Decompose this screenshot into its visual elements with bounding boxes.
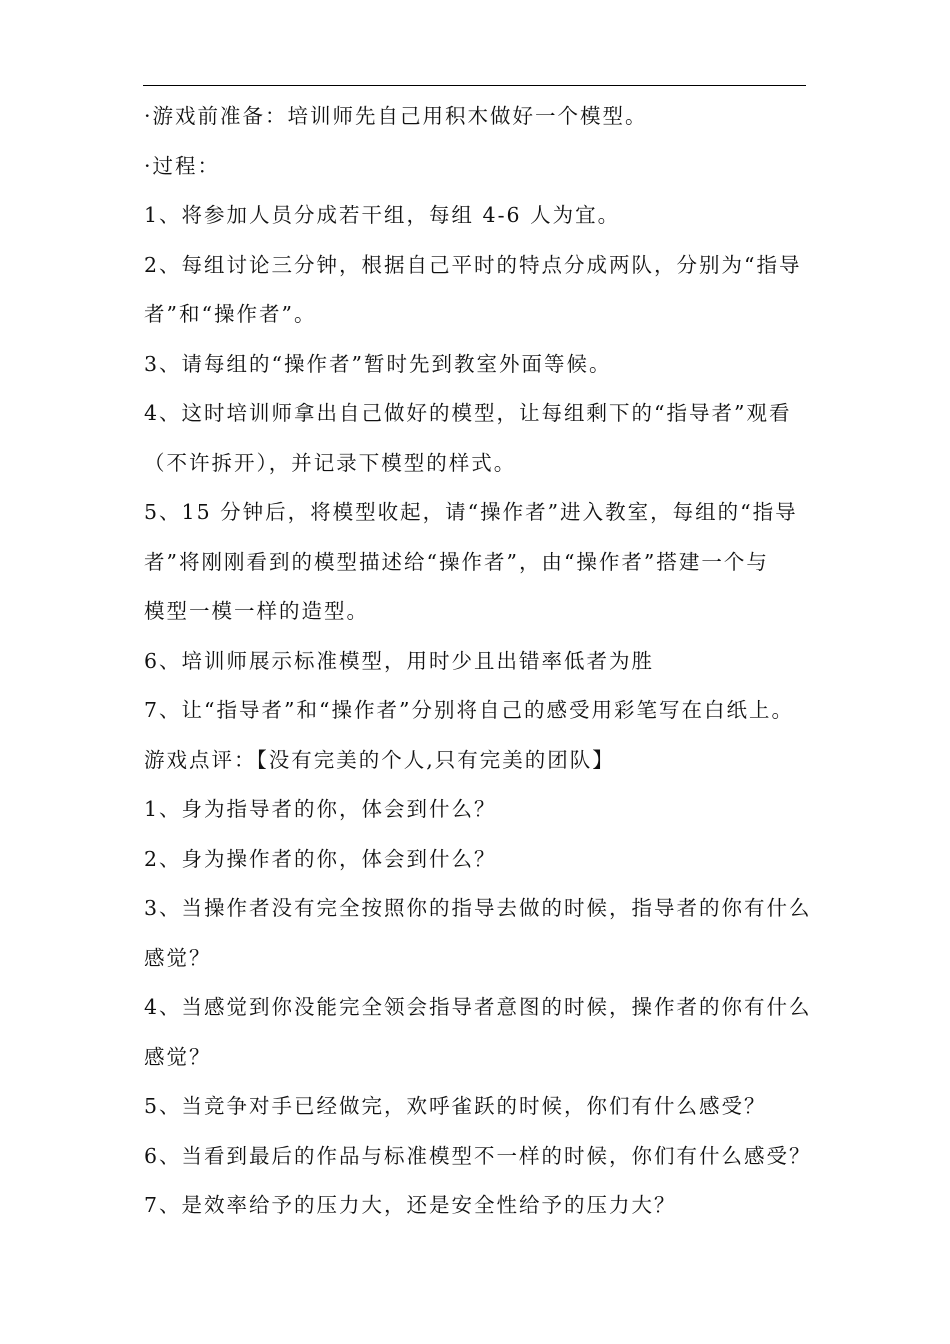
- text-line: 2、身为操作者的你，体会到什么？: [144, 846, 497, 871]
- text-line: 7、是效率给予的压力大，还是安全性给予的压力大？: [144, 1193, 677, 1217]
- text-line: 6、当看到最后的作品与标准模型不一样的时候，你们有什么感受？: [144, 1143, 812, 1168]
- text-line: 1、将参加人员分成若干组，每组 4-6 人为宜。: [144, 203, 621, 227]
- text-line: （不许拆开），并记录下模型的样式。: [144, 450, 517, 475]
- text-line: 2、每组讨论三分钟，根据自己平时的特点分成两队，分别为“指导: [144, 252, 802, 277]
- header-rule: [143, 85, 806, 86]
- text-line: 5、当竞争对手已经做完，欢呼雀跃的时候，你们有什么感受？: [144, 1094, 767, 1118]
- document-body: [144, 92, 824, 1231]
- text-line: 模型一模一样的造型。: [144, 599, 369, 623]
- text-line: 感觉？: [144, 1044, 212, 1069]
- text-line: 1、身为指导者的你，体会到什么？: [144, 797, 497, 821]
- text-line: 者”和“操作者”。: [144, 302, 317, 326]
- text-line: 4、这时培训师拿出自己做好的模型，让每组剩下的“指导者”观看: [144, 401, 792, 425]
- text-line: 5、15 分钟后，将模型收起，请“操作者”进入教室，每组的“指导: [144, 500, 798, 524]
- text-line: ·游戏前准备：培训师先自己用积木做好一个模型。: [144, 104, 648, 128]
- text-line: 4、当感觉到你没能完全领会指导者意图的时候，操作者的你有什么: [144, 995, 812, 1019]
- section-heading: 游戏点评：【没有完美的个人,只有完美的团队】: [144, 747, 615, 772]
- text-line: 6、培训师展示标准模型，用时少且出错率低者为胜: [144, 648, 655, 673]
- text-line: 7、让“指导者”和“操作者”分别将自己的感受用彩笔写在白纸上。: [144, 698, 794, 722]
- text-line: 者”将刚刚看到的模型描述给“操作者”，由“操作者”搭建一个与: [144, 549, 769, 574]
- text-line: 3、当操作者没有完全按照你的指导去做的时候，指导者的你有什么: [144, 896, 812, 920]
- text-line: 感觉？: [144, 945, 212, 970]
- text-line: ·过程：: [144, 153, 221, 178]
- text-line: 3、请每组的“操作者”暂时先到教室外面等候。: [144, 351, 612, 376]
